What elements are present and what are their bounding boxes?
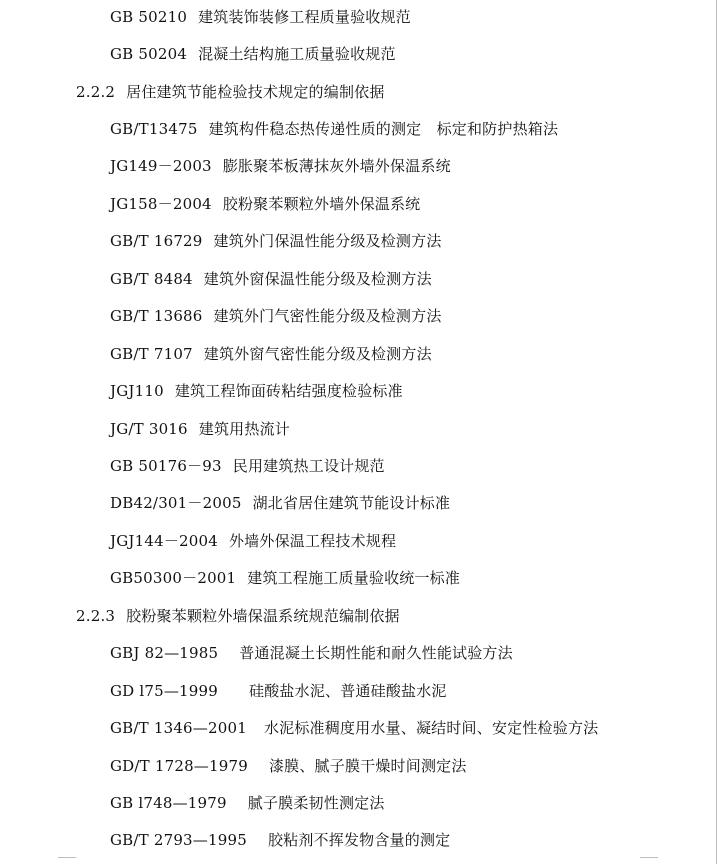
standard-title: 水泥标准稠度用水量、凝结时间、安定性检验方法 (263, 719, 599, 737)
standard-code: DB42/301－2005 (110, 494, 242, 512)
standard-code: GB/T 2793—1995 (110, 831, 247, 849)
standard-entry (110, 344, 432, 364)
standard-code: GB 50210 (110, 8, 188, 26)
standard-title: 胶粘剂不挥发物含量的测定 (267, 831, 451, 849)
standard-title: 建筑外门气密性能分级及检测方法 (213, 307, 442, 325)
standard-code: GD/T 1728—1979 (110, 757, 248, 775)
standard-entry (110, 568, 460, 588)
standard-title: 普通混凝土长期性能和耐久性能试验方法 (239, 644, 513, 662)
standard-title: 硅酸盐水泥、普通硅酸盐水泥 (249, 682, 447, 700)
standard-title: 建筑用热流计 (198, 420, 290, 438)
standard-code: GB/T 1346—2001 (110, 719, 247, 737)
page-corner-mark-right (640, 857, 658, 864)
standard-title: 建筑外窗气密性能分级及检测方法 (203, 345, 432, 363)
standard-title: 混凝土结构施工质量验收规范 (198, 45, 396, 63)
standard-entry (110, 830, 450, 850)
standard-entry (110, 7, 411, 27)
standard-entry (110, 381, 403, 401)
standard-entry (110, 493, 450, 513)
standard-entry (110, 718, 598, 738)
standard-code: GB/T 16729 (110, 232, 203, 250)
section-heading-2-2-2 (76, 82, 385, 102)
standard-title: 建筑构件稳态热传递性质的测定 标定和防护热箱法 (208, 120, 559, 138)
standard-title: 湖北省居住建筑节能设计标准 (252, 494, 451, 512)
standard-entry (110, 793, 385, 813)
section-heading-2-2-3 (76, 606, 400, 626)
standard-code: GB 50176－93 (110, 457, 222, 475)
standard-title: 腻子膜柔韧性测定法 (247, 794, 385, 812)
standard-title: 建筑工程施工质量验收统一标准 (247, 569, 461, 587)
standard-entry (110, 231, 442, 251)
standard-title: 外墙外保温工程技术规程 (228, 532, 397, 550)
standard-title: 膨胀聚苯板薄抹灰外墙外保温系统 (222, 157, 451, 175)
standard-title: 漆膜、腻子膜干燥时间测定法 (268, 757, 467, 775)
standard-code: JG/T 3016 (110, 420, 188, 438)
page-corner-mark-left (58, 857, 76, 864)
standard-code: GB/T 7107 (110, 345, 193, 363)
standard-entry (110, 531, 396, 551)
standard-entry (110, 756, 467, 776)
standard-entry (110, 306, 442, 326)
standard-code: GD l75—1999 (110, 682, 219, 700)
standard-code: GB50300－2001 (110, 569, 237, 587)
section-title: 胶粉聚苯颗粒外墙保温系统规范编制依据 (126, 607, 400, 625)
standard-entry (110, 419, 290, 439)
standard-entry (110, 269, 432, 289)
standard-code: JGJ144－2004 (110, 532, 219, 550)
standard-title: 建筑外门保温性能分级及检测方法 (213, 232, 442, 250)
standard-entry (110, 456, 385, 476)
standard-title: 胶粉聚苯颗粒外墙外保温系统 (222, 195, 421, 213)
standard-code: JGJ110 (110, 382, 164, 400)
standard-code: GB l748—1979 (110, 794, 227, 812)
standard-code: GB/T 8484 (110, 270, 193, 288)
standard-title: 建筑外窗保温性能分级及检测方法 (203, 270, 432, 288)
standard-title: 建筑装饰装修工程质量验收规范 (198, 8, 411, 26)
standard-code: GB/T 13686 (110, 307, 203, 325)
standard-title: 民用建筑热工设计规范 (232, 457, 385, 475)
standard-code: GBJ 82—1985 (110, 644, 219, 662)
standard-entry (110, 194, 420, 214)
standard-entry (110, 44, 396, 64)
standard-title: 建筑工程饰面砖粘结强度检验标准 (174, 382, 403, 400)
standard-entry (110, 119, 558, 139)
standard-entry (110, 681, 447, 701)
standard-code: JG158－2004 (110, 195, 212, 213)
standard-code: GB/T13475 (110, 120, 198, 138)
section-number: 2.2.3 (76, 607, 116, 625)
standard-code: GB 50204 (110, 45, 188, 63)
section-number: 2.2.2 (76, 83, 116, 101)
standard-entry (110, 156, 451, 176)
standard-code: JG149－2003 (110, 157, 212, 175)
standard-entry (110, 643, 513, 663)
section-title: 居住建筑节能检验技术规定的编制依据 (126, 83, 385, 101)
